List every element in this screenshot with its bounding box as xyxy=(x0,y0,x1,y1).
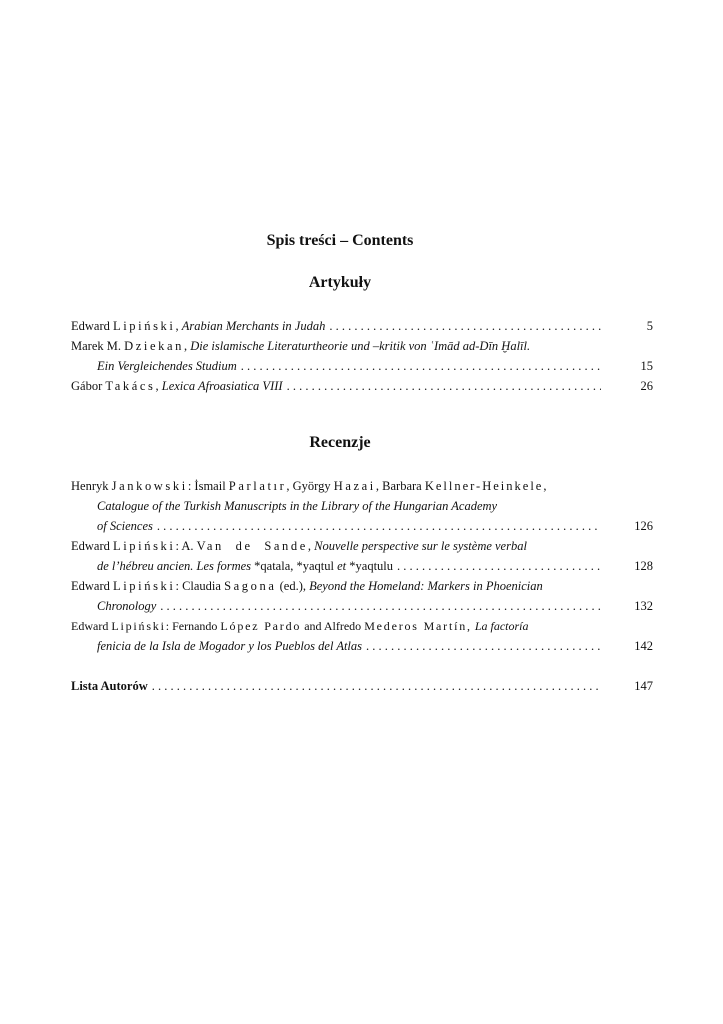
toc-entry[interactable]: Henryk Jankowski: İsmail Parlatır, György Hazai, Barbara Kellner-Heinkele, Catalogue of the Turkish Manuscripts in the Library of the Hungarian Academy of Sciences . . . 126 xyxy=(71,476,653,536)
book-author-first: İsmail xyxy=(194,479,226,493)
editor-mark: (ed.), xyxy=(279,579,306,593)
toc-entry[interactable]: Edward Lipiński: A. Van de Sande, Nouvelle perspective sur le système verbal de l’hébreu ancien. Les formes *qatala, *yaqtul et *yaqtulu . . . 128 xyxy=(71,536,653,576)
form-label: *yaqtulu xyxy=(349,559,394,573)
form-label: *qatala, xyxy=(254,559,294,573)
articles-list xyxy=(71,316,653,396)
authors-list-section xyxy=(71,676,653,696)
book-author-surname: Sagona xyxy=(224,579,277,593)
toc-entry[interactable] xyxy=(71,676,653,696)
conjunction: and xyxy=(304,619,322,633)
reviewer-first: Edward xyxy=(71,579,110,593)
page-number: 126 xyxy=(634,519,653,533)
reviewer-surname: Lipiński xyxy=(111,619,166,633)
book-title: Nouvelle perspective sur le système verbal xyxy=(314,539,527,553)
article-title: Die islamische Literaturtheorie und –kritik von ʿImād ad-Dīn Ḫalīl. xyxy=(190,339,531,353)
book-author-first: Alfredo xyxy=(323,619,362,633)
book-author-surname: Mederos Martín, xyxy=(364,619,472,633)
book-author-surname: López Pardo xyxy=(220,619,302,633)
book-author-first: Claudia xyxy=(182,579,221,593)
leader-dots xyxy=(160,596,601,616)
page-number: 26 xyxy=(640,379,653,393)
book-title: Catalogue of the Turkish Manuscripts in the Library of the Hungarian Academy xyxy=(97,499,498,513)
author-first: Marek M. xyxy=(71,339,121,353)
page-number: 142 xyxy=(634,639,653,653)
book-author-surname: Parlatır xyxy=(228,479,287,493)
leader-dots xyxy=(329,316,601,336)
reviewer-first: Edward xyxy=(71,619,109,633)
author-surname: Takács xyxy=(105,379,156,393)
leader-dots xyxy=(397,556,601,576)
toc-entry[interactable]: Marek M. Dziekan, Die islamische Literaturtheorie und –kritik von ʿImād ad-Dīn Ḫalīl. Ein Vergleichendes Studium . . . 15 xyxy=(71,336,653,376)
articles-heading: Artykuły xyxy=(308,274,372,291)
page-number: 15 xyxy=(640,359,653,373)
page-number: 132 xyxy=(634,599,653,613)
page-number: 128 xyxy=(634,559,653,573)
reviewer-first: Edward xyxy=(71,539,110,553)
reviews-heading: Recenzje xyxy=(309,434,371,451)
book-title: La factoría xyxy=(474,619,529,633)
leader-dots xyxy=(241,356,601,376)
book-author-first: Fernando xyxy=(172,619,218,633)
leader-dots xyxy=(152,676,601,696)
authors-list-label: Lista Autorów xyxy=(71,679,148,693)
book-author-first: Barbara xyxy=(382,479,422,493)
author-surname: Lipiński xyxy=(113,319,176,333)
author-first: Edward xyxy=(71,319,110,333)
book-title-cont: Chronology xyxy=(97,599,157,613)
book-author-surname: Van de Sande xyxy=(196,539,308,553)
leader-dots xyxy=(287,376,601,396)
author-surname: Dziekan xyxy=(124,339,184,353)
article-title: Lexica Afroasiatica VIII xyxy=(161,379,283,393)
book-title: Beyond the Homeland: Markers in Phoenician xyxy=(309,579,543,593)
article-title: Arabian Merchants in Judah xyxy=(181,319,326,333)
leader-dots xyxy=(366,636,601,656)
toc-entry[interactable]: Edward Lipiński: Fernando López Pardo and Alfredo Mederos Martín, La factoría fenicia de la Isla de Mogador y los Pueblos del Atlas . . . 142 xyxy=(71,616,653,656)
reviewer-surname: Jankowski xyxy=(111,479,188,493)
conjunction: et xyxy=(337,559,347,573)
book-title-cont: of Sciences xyxy=(97,519,153,533)
page-title: Spis treści – Contents xyxy=(266,232,414,249)
book-author-first: A. xyxy=(181,539,194,553)
book-author-surname: Kellner-Heinkele xyxy=(424,479,544,493)
reviewer-surname: Lipiński xyxy=(113,579,176,593)
book-title-cont: de l’hébreu ancien. Les formes xyxy=(97,559,252,573)
page-number: 5 xyxy=(646,319,653,333)
reviews-list xyxy=(71,476,653,656)
leader-dots xyxy=(157,516,601,536)
toc-entry[interactable]: Edward Lipiński: Claudia Sagona (ed.), Beyond the Homeland: Markers in Phoenician Chronology . . . 132 xyxy=(71,576,653,616)
reviewer-surname: Lipiński xyxy=(113,539,176,553)
book-author-first: György xyxy=(292,479,331,493)
book-title-cont: fenicia de la Isla de Mogador y los Pueblos del Atlas xyxy=(97,639,363,653)
book-author-surname: Hazai xyxy=(333,479,376,493)
toc-entry[interactable]: Edward Lipiński, Arabian Merchants in Judah . . . 5 xyxy=(71,316,653,336)
author-first: Gábor xyxy=(71,379,103,393)
page-number: 147 xyxy=(634,679,653,693)
reviewer-first: Henryk xyxy=(71,479,109,493)
form-label: *yaqtul xyxy=(296,559,334,573)
article-title-cont: Ein Vergleichendes Studium xyxy=(97,359,237,373)
toc-entry[interactable]: Gábor Takács, Lexica Afroasiatica VIII . . . 26 xyxy=(71,376,653,396)
